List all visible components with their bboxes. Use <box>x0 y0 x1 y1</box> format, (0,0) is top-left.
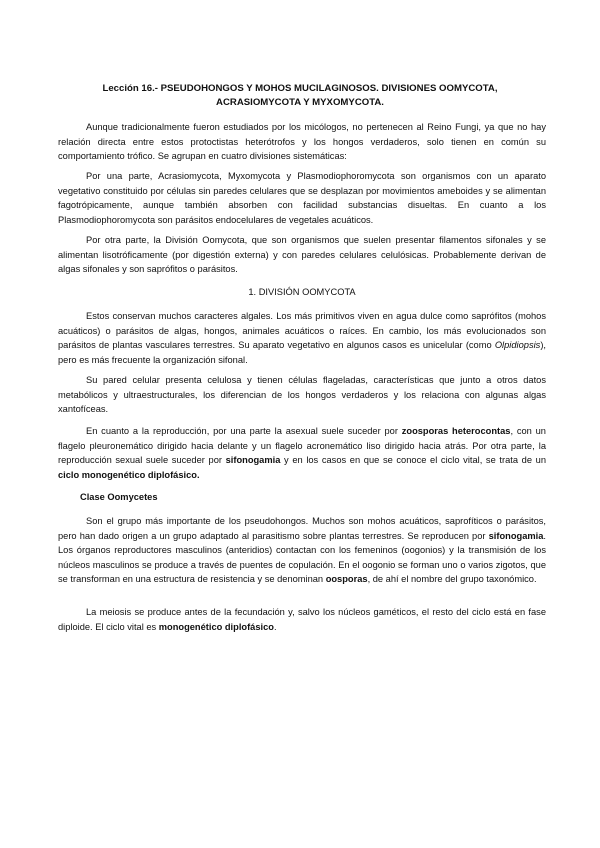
paragraph-text: Estos conservan muchos caracteres algales. Los más primitivos viven en agua dulce como saprófitos (mohos acuáticos) o parásitos de algas, hongos, animales acuáticos o raíces. En cambio, los más evolucionados son parásitos de plantas vasculares terrestres. Su aparato vegetativo en algunos casos es unicelular (como <box>58 311 546 351</box>
oomycota-paragraph-3 <box>58 424 546 482</box>
intro-paragraph-3: Por otra parte, la División Oomycota, que son organismos que suelen presentar filamentos sifonales y se alimentan lisotróficamente (por digestión externa) y con paredes celulares celulósicas. Probablemente derivan de algas sifonales y son saprófitos o parásitos. <box>58 235 546 275</box>
title-line-1: Lección 16.- PSEUDOHONGOS Y MOHOS MUCILAGINOSOS. DIVISIONES OOMYCOTA, <box>102 83 498 94</box>
paragraph-text: ), pero es más frecuente la organización sifonal. <box>58 340 546 365</box>
bold-term: oosporas <box>325 574 368 585</box>
paragraph-text: , de ahí el nombre del grupo taxonómico. <box>367 574 537 585</box>
paragraph-text: En cuanto a la reproducción, por una parte la asexual suele suceder por <box>86 426 402 436</box>
paragraph-text: La meiosis se produce antes de la fecundación y, salvo los núcleos gaméticos, el resto del ciclo está en fase diploide. El ciclo vital es <box>58 607 546 632</box>
italic-genus: Olpidiopsis <box>494 340 541 351</box>
bold-term: zoosporas heterocontas <box>401 426 511 436</box>
oomycota-paragraph-1 <box>58 309 546 367</box>
bold-term: monogenético diplofásico <box>158 621 274 632</box>
section-heading-oomycota: 1. DIVISIÓN OOMYCOTA <box>248 287 356 297</box>
bold-term: ciclo monogenético diplofásico. <box>58 469 200 480</box>
paragraph-text: . Los órganos reproductores masculinos (anteridios) contactan con los femeninos (oogonios) y la transmisión de los núcleos masculinos se produce a través de puentes de copulación. En el oogonio se forman uno o varios zigotos, que se transforman en una estructura de resistencia y se denominan <box>58 530 546 585</box>
oomycetes-paragraph-2 <box>58 605 546 634</box>
lesson-title <box>80 82 520 110</box>
paragraph-text: y en los casos en que se conoce el ciclo vital, se trata de un <box>280 455 546 466</box>
title-line-2: ACRASIOMYCOTA Y MYXOMYCOTA. <box>216 97 384 108</box>
intro-paragraph-1: Aunque tradicionalmente fueron estudiados por los micólogos, no pertenecen al Reino Fungi, ya que no hay relación directa entre estos protoctistas heterótrofos y los hongos verdaderos, solo tienen en común su comportamiento trófico. Se agrupan en cuatro divisiones sistemáticas: <box>58 122 546 162</box>
paragraph-text: Son el grupo más importante de los pseudohongos. Muchos son mohos acuáticos, saprofíticos o parásitos, pero han dado origen a un grupo adaptado al parasitismo sobre plantas terrestres. Se reproducen por <box>58 516 546 541</box>
bold-term: sifonogamia <box>488 530 544 541</box>
intro-paragraph-2: Por una parte, Acrasiomycota, Myxomycota y Plasmodiophoromycota son organismos con un aparato vegetativo constituido por células sin paredes celulares que se desplazan por movimientos ameboides y se alimentan fagotrópicamente, aunque también absorben con facilidad substancias disueltas. En cuanto a los Plasmodiophoromycota son parásitos endocelulares de vegetales acuáticos. <box>58 171 546 225</box>
paragraph-text: , con un flagelo pleuronemático dirigido hacia delante y un flagelo acronemático liso dirigido hacia atrás. Por otra parte, la reproducción sexual suele suceder por <box>58 426 546 466</box>
oomycota-paragraph-2: Su pared celular presenta celulosa y tienen células flageladas, características que junto a otros datos metabólicos y ultraestructurales, los diferencian de los hongos verdaderos y los relaciona con algunas algas xantofíceas. <box>58 375 546 415</box>
oomycetes-paragraph-1 <box>58 514 546 587</box>
class-heading-oomycetes: Clase Oomycetes <box>80 492 158 502</box>
bold-term: sifonogamia <box>225 455 281 466</box>
paragraph-text: . <box>273 621 277 632</box>
